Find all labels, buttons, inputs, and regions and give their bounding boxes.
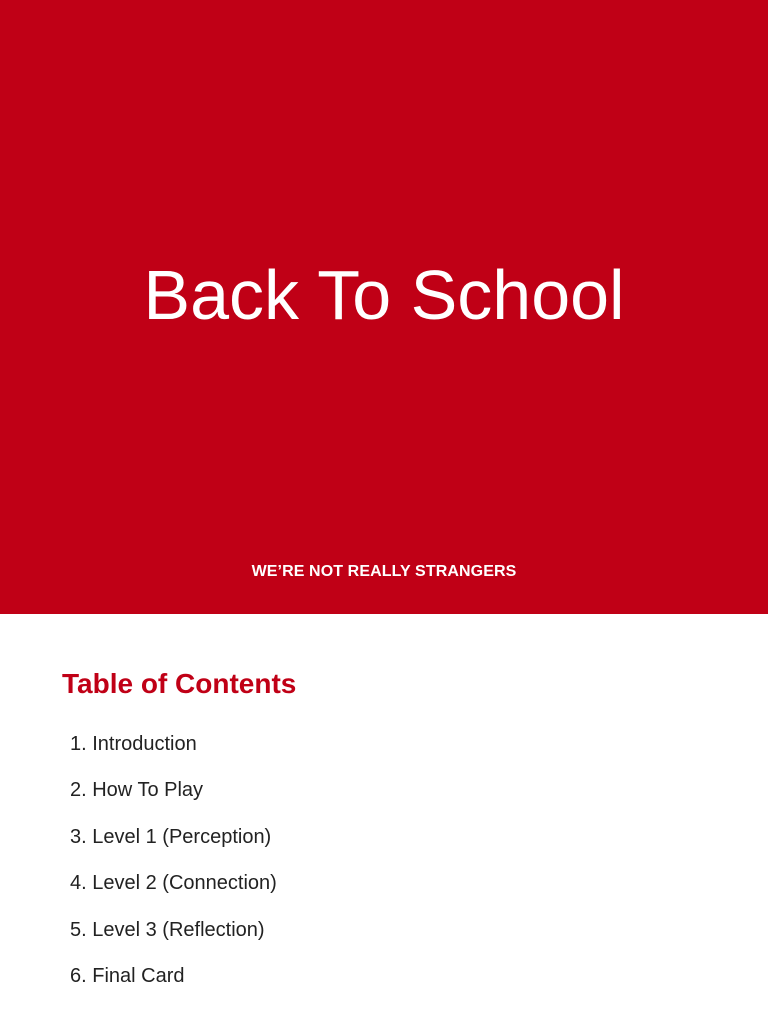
toc-heading: Table of Contents bbox=[62, 668, 297, 699]
toc-item-how-to-play[interactable]: 2. How To Play bbox=[70, 779, 204, 802]
cover-subtitle: WE’RE NOT REALLY STRANGERS bbox=[251, 563, 517, 580]
toc-item-introduction[interactable]: 1. Introduction bbox=[70, 733, 197, 755]
table-of-contents bbox=[0, 614, 768, 1024]
toc-list bbox=[70, 732, 277, 1010]
toc-item-level-1[interactable]: 3. Level 1 (Perception) bbox=[70, 825, 272, 848]
toc-item-level-2[interactable]: 4. Level 2 (Connection) bbox=[70, 872, 277, 895]
cover-title: Back To School bbox=[143, 256, 625, 334]
toc-item-level-3[interactable]: 5. Level 3 (Reflection) bbox=[70, 918, 265, 941]
toc-item-final-card[interactable]: 6. Final Card bbox=[70, 964, 185, 987]
